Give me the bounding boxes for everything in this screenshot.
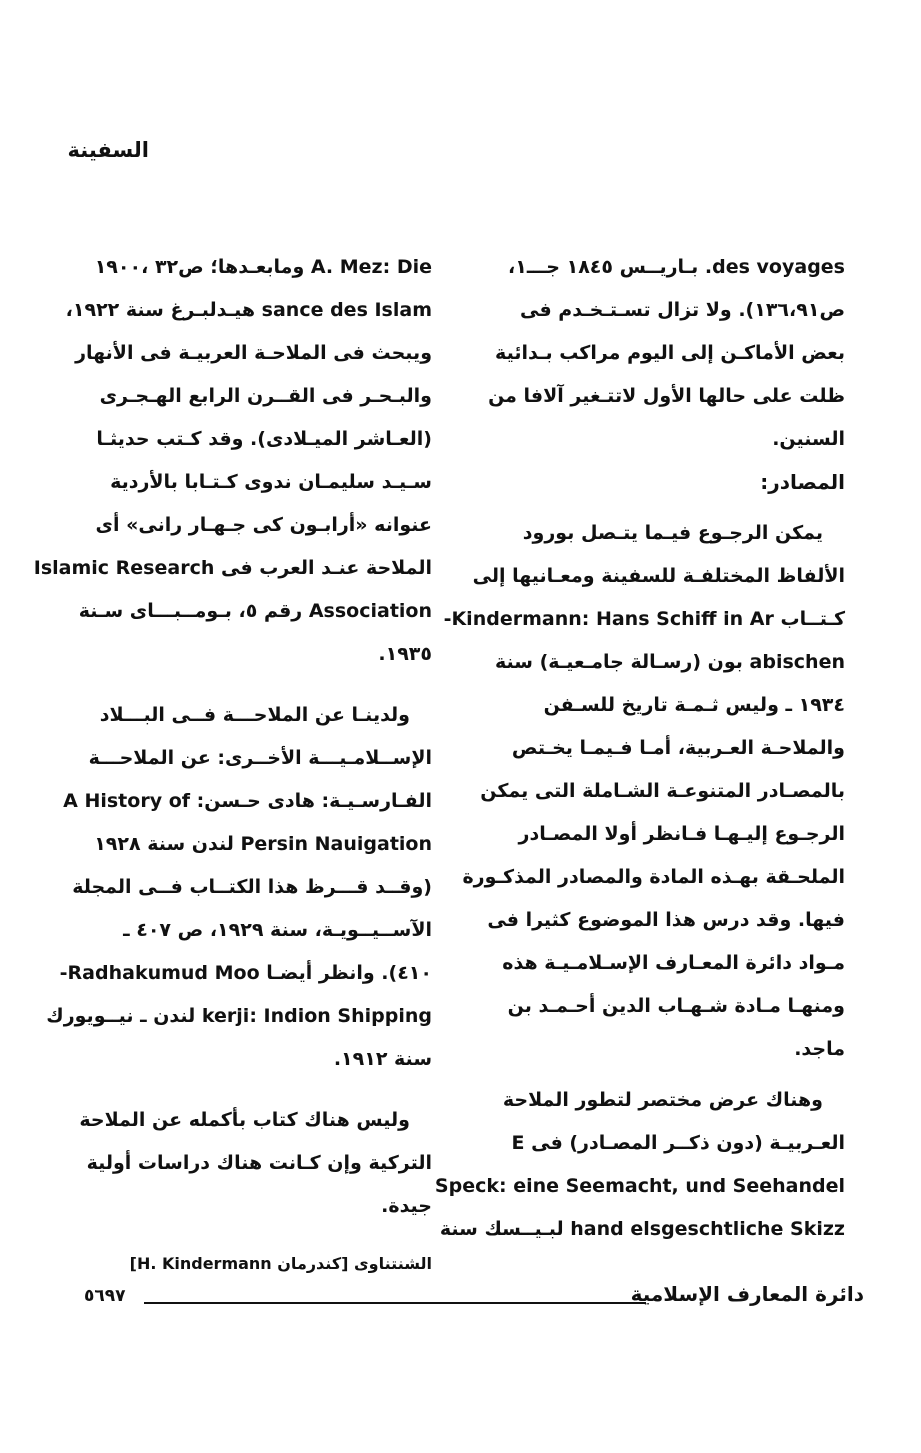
text-line: (العـاشر الميـلادى). وقد كـتب حديثـا: [96, 428, 432, 450]
text-line: بالمصـادر المتنوعـة الشـاملة التى يمكن: [480, 780, 845, 802]
text-line: Association رقم ٥، بـومــبـــاى سـنة: [78, 600, 432, 622]
footer-rule: [144, 1302, 646, 1304]
text-line: الرجـوع إليـهـا فـانظر أولا المصـادر: [518, 823, 845, 845]
text-line: ولدينـا عن الملاحـــة فــى البـــلاد: [99, 704, 410, 726]
paragraph: [33, 246, 432, 676]
text-line: التركية وإن كـانت هناك دراسات أولية: [86, 1152, 432, 1174]
text-line: ماجد.: [794, 1038, 845, 1060]
text-line: فيها. وقد درس هذا الموضوع كثيرا فى: [487, 909, 845, 931]
text-line: الإســلامـيـــة الأخــرى: عن الملاحـــة: [88, 747, 432, 769]
encyclopedia-name: دائرة المعارف الإسلامية: [630, 1282, 864, 1306]
text-line: ظلت على حالها الأول لاتتـغير آلافا من: [488, 385, 845, 407]
text-line: (وقــد قـــرظ هذا الكتــاب فــى المجلة: [72, 876, 432, 898]
page-footer: [84, 1278, 864, 1318]
paragraph: [443, 512, 845, 1071]
text-line: عنوانه «أرابـون كى جـهـار رانى» أى: [95, 514, 432, 536]
author-signature: الشنتناوى [كندرمان H. Kindermann]: [129, 1254, 432, 1273]
text-line: كـتــاب Kindermann: Hans Schiff in Ar-: [443, 608, 845, 630]
text-line: abischen بون (رسـالة جامـعيـة) سنة: [495, 651, 845, 673]
paragraph: [434, 1079, 845, 1251]
text-line: يمكن الرجـوع فيـما يتـصل بورود: [522, 522, 823, 544]
paragraph: [490, 246, 845, 461]
text-line: ومنهـا مـادة شـهـاب الدين أحـمـد بن: [507, 995, 845, 1017]
text-line: السنين.: [772, 428, 845, 450]
section-heading-sources: المصادر:: [760, 470, 845, 494]
text-line: الملحـقة بهـذه المادة والمصادر المذكـورة: [462, 866, 845, 888]
text-line: سـيـد سليمـان ندوى كـتـابا بالأردية: [110, 471, 432, 493]
page-number: ٥٦٩٧: [84, 1286, 126, 1306]
text-line: الألفاظ المختلفـة للسفينة ومعـانيها إلى: [472, 565, 845, 587]
paragraph: [77, 1099, 432, 1228]
text-line: الآســيــويـة، سنة ١٩٢٩، ص ٤٠٧ ـ: [123, 919, 432, 941]
text-line: جيدة.: [381, 1195, 432, 1217]
text-line: والملاحـة العـربية، أمـا فـيمـا يخـتص: [511, 737, 845, 759]
text-line: sance des Islam هيـدلبـرغ سنة ١٩٢٢،: [65, 299, 432, 321]
text-line: des voyages. بـاريــس ١٨٤٥ جـــ١،: [507, 256, 845, 278]
running-head-title: السفينة: [67, 138, 149, 162]
text-line: ١٩٣٤ ـ وليس ثـمـة تاريخ للسـفن: [543, 694, 845, 716]
text-line: الملاحة عنـد العرب فى Islamic Research: [33, 557, 432, 579]
text-line: العـربيـة (دون ذكــر المصـادر) فى E: [511, 1132, 845, 1154]
text-line: Speck: eine Seemacht, und Seehandel: [434, 1175, 845, 1197]
text-line: وهناك عرض مختصر لتطور الملاحة: [502, 1089, 823, 1111]
text-line: ويبحث فى الملاحـة العربيـة فى الأنهار: [75, 342, 432, 364]
text-line: والبـحـر فى القــرن الرابع الهـجـرى: [99, 385, 432, 407]
text-line: ص١٣٦،٩١). ولا تزال تسـتـخـدم فى: [520, 299, 845, 321]
text-line: وليس هناك كتاب بأكمله عن الملاحة: [79, 1109, 410, 1131]
text-line: kerji: Indion Shipping لندن ـ نيــويورك: [46, 1005, 432, 1027]
right-column: [434, 246, 845, 1251]
paragraph: [46, 694, 432, 1081]
text-line: ٤١٠). وانظر أيضـا Radhakumud Moo-: [59, 962, 432, 984]
text-line: مـواد دائرة المعـارف الإسـلامـيـة هذه: [502, 952, 845, 974]
text-line: ١٩٣٥.: [378, 643, 432, 665]
text-line: Persin Nauigation لندن سنة ١٩٢٨: [94, 833, 432, 855]
text-line: سنة ١٩١٢.: [333, 1048, 432, 1070]
text-line: hand elsgeschtliche Skizz لبـيــسك سنة: [439, 1218, 845, 1240]
left-column: [33, 246, 432, 1285]
text-line: بعض الأماكـن إلى اليوم مراكب بـدائية: [495, 342, 845, 364]
text-line: A. Mez: Die ومابعـدها؛ ص٣٢ ،١٩٠٠: [94, 256, 432, 278]
text-line: الفـارسـيـة: هادى حـسن: A History of: [63, 790, 432, 812]
